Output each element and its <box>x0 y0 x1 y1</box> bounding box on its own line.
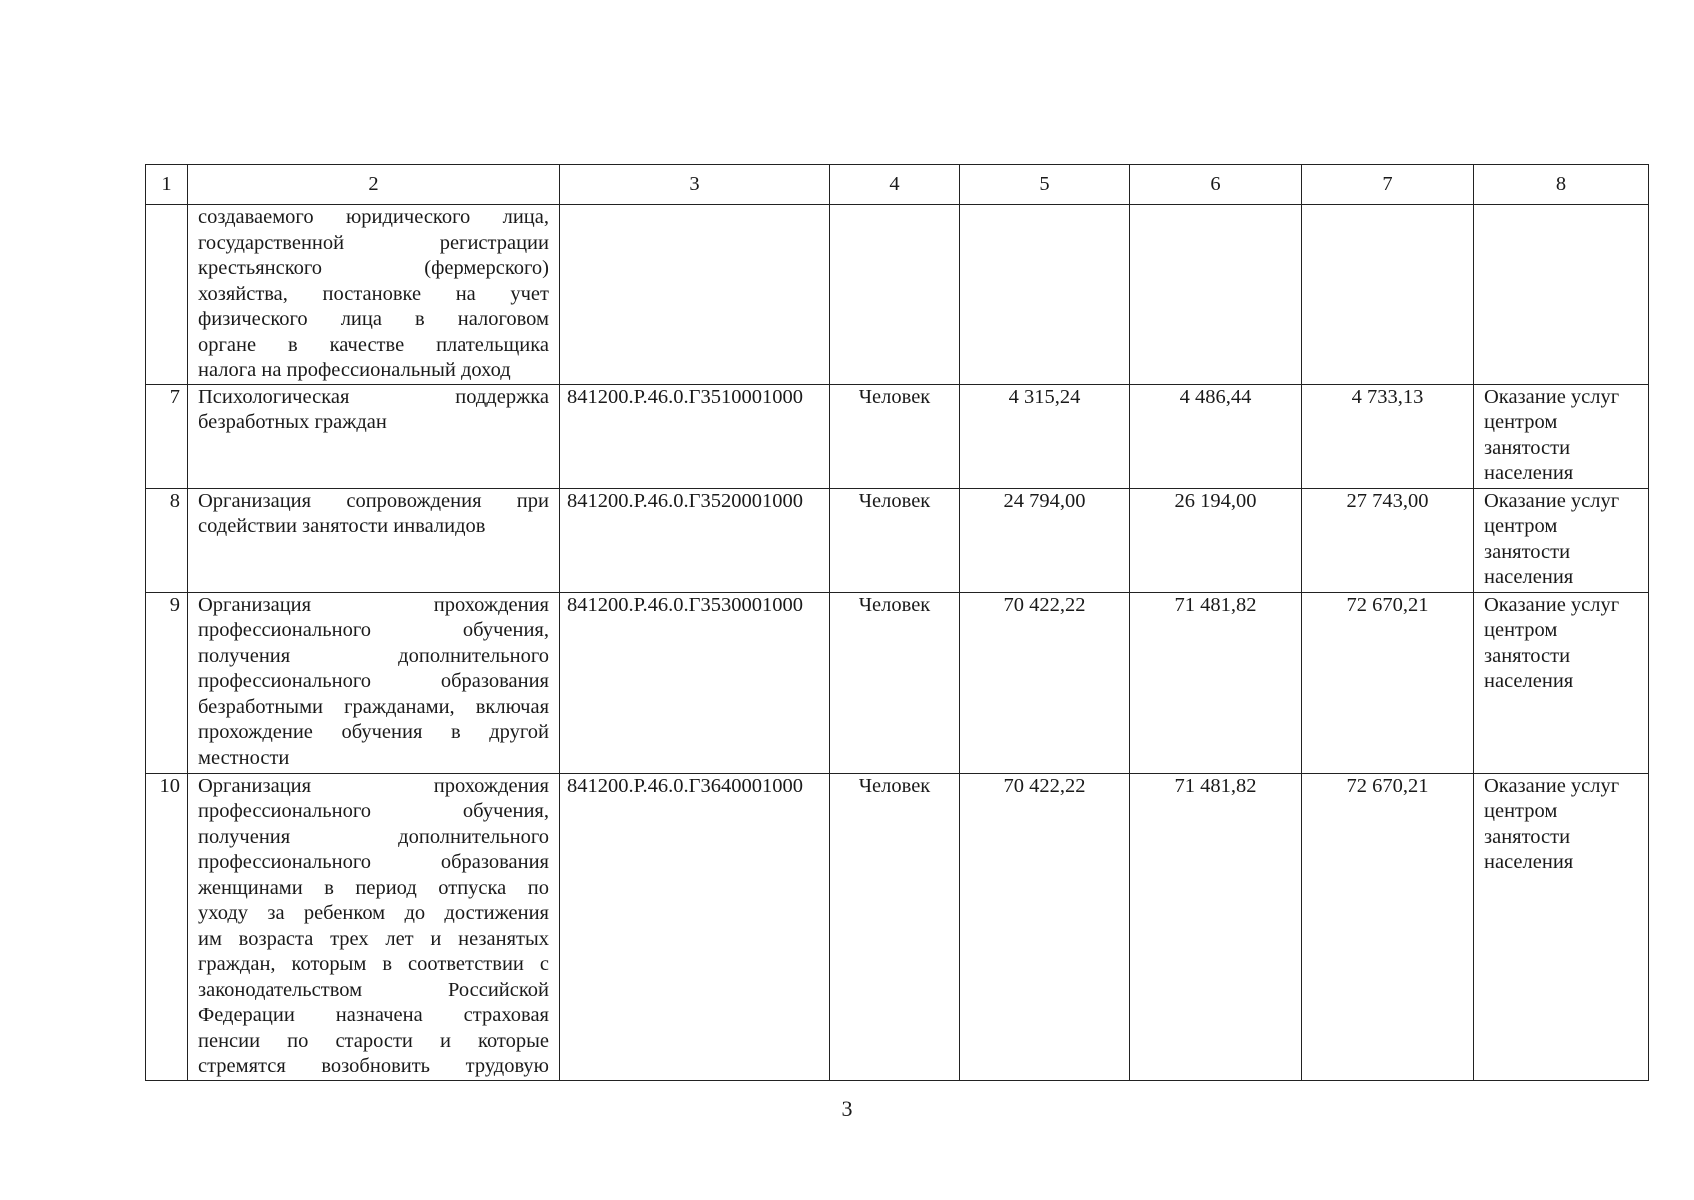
service-name-line: Федерации назначена страховая <box>198 1004 549 1026</box>
registry-code-cell: 841200.Р.46.0.Г3510001000 <box>560 384 830 488</box>
service-name-line: стремятся возобновить трудовую <box>198 1055 549 1077</box>
value-cell-5: 24 794,00 <box>960 488 1130 592</box>
value-cell-5: 70 422,22 <box>960 592 1130 773</box>
note-line: центром <box>1484 515 1558 537</box>
note-line: занятости <box>1484 436 1571 459</box>
service-name-line: содействии занятости инвалидов <box>198 515 486 537</box>
note-cell <box>1474 205 1649 385</box>
note-line: населения <box>1484 462 1574 484</box>
service-name-line: государственной регистрации <box>198 231 549 254</box>
service-name-line: создаваемого юридического лица, <box>198 206 549 228</box>
table-row <box>146 384 1649 488</box>
column-header-8: 8 <box>1474 165 1649 205</box>
column-header-4: 4 <box>830 165 960 205</box>
service-name-cell <box>188 205 560 385</box>
service-name-line: профессионального образования <box>198 670 549 692</box>
service-name-cell <box>188 488 560 592</box>
service-name-line: безработных граждан <box>198 411 387 433</box>
registry-code-cell <box>560 205 830 385</box>
service-name-line: Психологическая поддержка <box>198 385 549 408</box>
value-cell-5: 70 422,22 <box>960 773 1130 1080</box>
table-header-row <box>146 165 1649 205</box>
value-cell-7: 72 670,21 <box>1302 592 1474 773</box>
service-name-cell <box>188 592 560 773</box>
service-name-line: физического лица в налоговом <box>198 308 549 330</box>
value-cell-6: 4 486,44 <box>1130 384 1302 488</box>
value-cell-6: 71 481,82 <box>1130 592 1302 773</box>
service-name-line: профессионального обучения, <box>198 619 549 641</box>
value-cell-7: 72 670,21 <box>1302 773 1474 1080</box>
service-name-line: хозяйства, постановке на учет <box>198 282 549 305</box>
unit-cell: Человек <box>830 592 960 773</box>
service-name-line: профессионального обучения, <box>198 800 549 822</box>
column-header-1: 1 <box>146 165 188 205</box>
registry-code-cell: 841200.Р.46.0.Г3640001000 <box>560 773 830 1080</box>
service-name-line: прохождение обучения в другой <box>198 721 549 743</box>
service-name-line: крестьянского (фермерского) <box>198 257 549 279</box>
note-line: Оказание услуг <box>1484 489 1620 512</box>
row-number-cell: 9 <box>146 592 188 773</box>
note-cell <box>1474 384 1649 488</box>
note-line: населения <box>1484 670 1574 692</box>
services-table <box>145 164 1649 1081</box>
note-line: Оказание услуг <box>1484 385 1620 408</box>
unit-cell: Человек <box>830 773 960 1080</box>
service-name-line: уходу за ребенком до достижения <box>198 902 549 924</box>
value-cell-6: 71 481,82 <box>1130 773 1302 1080</box>
note-line: занятости <box>1484 540 1571 563</box>
note-line: занятости <box>1484 644 1571 667</box>
value-cell-7 <box>1302 205 1474 385</box>
row-number-cell: 7 <box>146 384 188 488</box>
table-row <box>146 773 1649 1080</box>
unit-cell: Человек <box>830 488 960 592</box>
registry-code-cell: 841200.Р.46.0.Г3520001000 <box>560 488 830 592</box>
service-name-line: налога на профессиональный доход <box>198 359 511 381</box>
service-name-line: Организация сопровождения при <box>198 489 549 512</box>
service-name-line: органе в качестве плательщика <box>198 333 549 356</box>
service-name-cell <box>188 773 560 1080</box>
service-name-line: граждан, которым в соответствии с <box>198 953 549 975</box>
row-number-cell: 8 <box>146 488 188 592</box>
column-header-5: 5 <box>960 165 1130 205</box>
note-line: центром <box>1484 619 1558 641</box>
service-name-line: получения дополнительного <box>198 825 549 848</box>
service-name-line: профессионального образования <box>198 851 549 873</box>
value-cell-6 <box>1130 205 1302 385</box>
page-number: 3 <box>841 1096 853 1121</box>
table-row <box>146 488 1649 592</box>
row-number-cell <box>146 205 188 385</box>
service-name-line: Организация прохождения <box>198 774 549 797</box>
note-line: населения <box>1484 566 1574 588</box>
value-cell-5 <box>960 205 1130 385</box>
note-line: центром <box>1484 800 1558 822</box>
value-cell-7: 4 733,13 <box>1302 384 1474 488</box>
service-name-line: пенсии по старости и которые <box>198 1029 549 1052</box>
service-name-line: безработными гражданами, включая <box>198 695 549 718</box>
service-name-cell <box>188 384 560 488</box>
note-line: центром <box>1484 411 1558 433</box>
note-cell <box>1474 488 1649 592</box>
service-name-line: Организация прохождения <box>198 593 549 616</box>
service-name-line: им возраста трех лет и незанятых <box>198 927 549 950</box>
service-name-line: местности <box>198 746 290 769</box>
note-line: населения <box>1484 851 1574 873</box>
service-name-line: получения дополнительного <box>198 644 549 667</box>
column-header-2: 2 <box>188 165 560 205</box>
unit-cell <box>830 205 960 385</box>
column-header-3: 3 <box>560 165 830 205</box>
unit-cell: Человек <box>830 384 960 488</box>
service-name-line: женщинами в период отпуска по <box>198 876 549 899</box>
column-header-7: 7 <box>1302 165 1474 205</box>
registry-code-cell: 841200.Р.46.0.Г3530001000 <box>560 592 830 773</box>
value-cell-7: 27 743,00 <box>1302 488 1474 592</box>
row-number-cell: 10 <box>146 773 188 1080</box>
note-line: Оказание услуг <box>1484 774 1620 797</box>
table-row-continuation <box>146 205 1649 385</box>
service-name-line: законодательством Российской <box>198 978 549 1001</box>
value-cell-5: 4 315,24 <box>960 384 1130 488</box>
value-cell-6: 26 194,00 <box>1130 488 1302 592</box>
note-cell <box>1474 773 1649 1080</box>
column-header-6: 6 <box>1130 165 1302 205</box>
table-row <box>146 592 1649 773</box>
note-line: Оказание услуг <box>1484 593 1620 616</box>
note-line: занятости <box>1484 825 1571 848</box>
note-cell <box>1474 592 1649 773</box>
